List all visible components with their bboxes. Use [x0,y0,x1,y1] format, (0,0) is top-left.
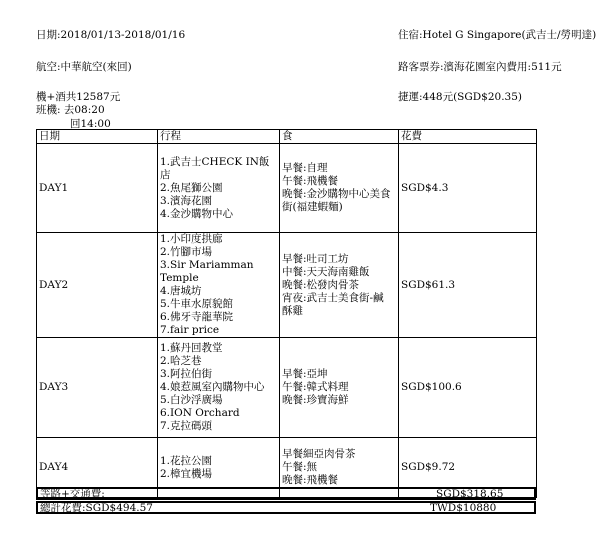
itinerary-item: 1.武吉士CHECK IN飯店 [160,155,270,181]
food-item: 中餐:天天海南雞飯 [282,265,370,278]
food-item: 早餐細亞肉骨茶 [282,448,356,460]
food-item: 早餐:吐司工坊 [282,252,349,265]
day-cell: DAY3 [37,338,158,438]
grand-total-value: TWD$10880 [430,502,497,514]
food-item: 晚餐:飛機餐 [282,474,339,486]
airline-info: 航空:中華航空(來回) [36,61,132,73]
itinerary-item: 1.小印度拱廊 [160,233,223,245]
itinerary-item: 4.娘惹風室內購物中心 [160,381,265,393]
food-item: 早餐:自理 [282,162,328,174]
food-item: 街(福建蝦麵) [282,201,343,213]
itinerary-item: 7.克拉碼頭 [160,420,213,432]
cost-cell: SGD$100.6 [399,338,537,438]
grand-total-label: 總計花費:SGD$494.57 [40,502,153,514]
itinerary-item: 2.樟宜機場 [160,467,213,480]
table-row [37,144,537,233]
itinerary-item: 3.阿拉伯街 [160,368,213,380]
itinerary-item: 1.花拉公園 [160,454,213,467]
itinerary-item: 5.白沙浮廣場 [160,394,223,406]
header-itinerary: 行程 [158,130,280,144]
table-row [37,233,537,338]
food-item: 早餐:亞坤 [282,368,328,380]
itinerary-item: 3.Sir Mariamman Temple [160,259,254,284]
food-cell [280,233,399,338]
food-item: 午餐:無 [282,461,318,473]
itinerary-item: 6.佛牙寺龍華院 [160,311,234,323]
header-cost: 花費 [399,130,537,144]
transport-total-label: 等路+交通費: [40,488,105,500]
flight-outbound-time: 班機: 去08:20 [36,104,105,116]
table-header-row [37,130,537,144]
food-item: 晚餐:珍寶海鮮 [282,394,349,406]
cost-cell: SGD$4.3 [399,144,537,233]
food-item: 酥雞 [282,304,303,317]
food-cell [280,144,399,233]
day-cell: DAY4 [37,438,158,498]
itinerary-item: 1.蘇丹回教堂 [160,342,223,354]
grand-total-row [36,501,536,514]
food-item: 宵夜:武吉士美食街-鹹 [282,291,384,304]
mrt-cost: 捷運:448元(SGD$20.35) [398,91,523,103]
itinerary-table [36,129,537,498]
flight-hotel-price: 機+酒共12587元 [36,91,121,103]
itinerary-item: 6.ION Orchard [160,407,240,419]
trip-dates: 日期:2018/01/13-2018/01/16 [36,29,186,41]
itinerary-item: 3.濱海花園 [160,194,213,207]
itinerary-cell [158,233,280,338]
itinerary-cell [158,338,280,438]
cost-cell: SGD$61.3 [399,233,537,338]
attraction-ticket-info: 路客票券:濱海花園室內費用:511元 [398,61,562,73]
food-item: 午餐:韓式料理 [282,381,349,393]
day-cell: DAY2 [37,233,158,338]
itinerary-item: 4.唐城坊 [160,285,202,297]
itinerary-cell [158,144,280,233]
itinerary-item: 7.fair price [160,324,220,336]
food-cell [280,338,399,438]
day-cell: DAY1 [37,144,158,233]
header-date: 日期 [37,130,158,144]
table-row [37,338,537,438]
food-item: 午餐:飛機餐 [282,175,339,187]
transport-total-value: SGD$318.65 [436,488,504,500]
cost-cell: SGD$9.72 [399,438,537,498]
hotel-info: 住宿:Hotel G Singapore(武吉士/勞明達) [398,29,597,41]
transport-total-row [36,487,536,500]
header-food: 食 [280,130,399,144]
itinerary-item: 2.魚尾獅公園 [160,181,223,194]
food-item: 晚餐:松發肉骨茶 [282,278,360,291]
itinerary-item: 2.哈芝巷 [160,355,202,367]
food-item: 晚餐:金沙購物中心美食 [282,188,391,200]
itinerary-item: 4.金沙購物中心 [160,207,234,220]
itinerary-item: 5.牛車水原貌館 [160,298,234,310]
itinerary-item: 2.竹腳市場 [160,246,213,258]
flight-return-time: 回14:00 [70,118,111,130]
